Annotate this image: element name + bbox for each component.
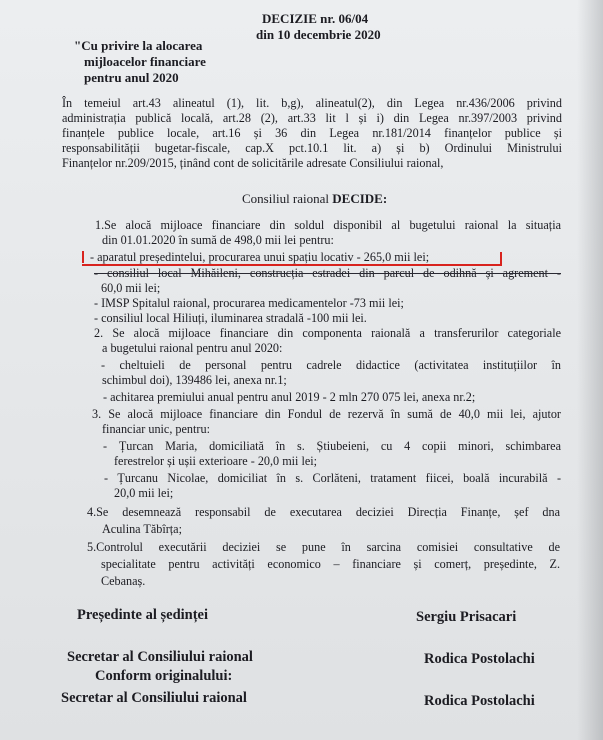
body-line: 3. Se alocă mijloace financiare din Fondul de rezervă în sumă de 40,0 mii lei, ajutor xyxy=(92,407,561,421)
preamble-line: Finanțelor nr.209/2015, ținând cont de solicitările adresate Consiliului raional, xyxy=(62,156,444,170)
decision-number: DECIZIE nr. 06/04 xyxy=(262,11,369,26)
secretary-label: Secretar al Consiliului raional xyxy=(67,649,253,665)
subject-line-2: mijloacelor financiare xyxy=(84,54,206,69)
conform-label: Conform originalului: xyxy=(95,668,233,684)
decision-date: din 10 decembrie 2020 xyxy=(256,27,381,42)
body-line: - achitarea premiului anual pentru anul 2019 - 2 mln 270 075 lei, anexa nr.2; xyxy=(103,390,476,404)
body-line: ferestrelor și ușii exterioare - 20,0 mii lei; xyxy=(114,454,318,468)
secretary-name: Rodica Postolachi xyxy=(424,651,535,667)
decides-heading: Consiliul raional DECIDE: xyxy=(242,191,388,206)
body-line: financiar unic, pentru: xyxy=(102,422,210,436)
body-line: 20,0 mii lei; xyxy=(114,486,174,500)
page-edge-shadow xyxy=(577,0,603,740)
body-line: 5.Controlul executării deciziei se pune în sarcina comisiei consultative de xyxy=(87,540,560,554)
red-underline-mark xyxy=(500,252,502,265)
subject-line-3: pentru anul 2020 xyxy=(84,70,179,85)
body-line-highlighted: - aparatul președintelui, procurarea unui spațiu locativ - 265,0 mii lei; xyxy=(90,250,430,264)
preamble-line: finanțele publice locale, art.16 și 36 din Legea nr.181/2014 finanțelor publice și xyxy=(62,126,562,140)
preamble-line: administrația publică locală, art.28 (2), art.33 lit l și i) din Legea nr.397/2003 privind xyxy=(62,111,562,125)
body-line: - consiliul local Hiliuți, iluminarea stradală -100 mii lei. xyxy=(94,311,367,325)
preamble-line: În temeiul art.43 alineatul (1), lit. b,g), alineatul(2), din Legea nr.436/2006 privind xyxy=(62,96,562,110)
body-line: - Țurcan Maria, domiciliată în s. Știubeieni, cu 4 copii minori, schimbarea xyxy=(103,439,561,453)
body-line: - cheltuieli de personal pentru cadrele didactice (activitatea instituțiilor în xyxy=(101,358,561,372)
body-line: - Țurcanu Nicolae, domiciliat în s. Corlăteni, tratament fiicei, boală incurabilă - xyxy=(104,471,561,485)
body-line: 4.Se desemnează responsabil de executarea deciziei Direcția Finanțe, șef dna xyxy=(87,505,560,519)
body-line: Cebanaș. xyxy=(101,574,146,588)
body-line: Aculina Tăbîrța; xyxy=(102,522,182,536)
body-line-struck: - consiliul local Mihăileni, construcția estradei din parcul de odihnă și agrement - xyxy=(94,266,561,280)
red-underline-mark xyxy=(82,251,84,263)
secretary2-name: Rodica Postolachi xyxy=(424,693,535,709)
body-line: din 01.01.2020 în sumă de 498,0 mii lei pentru: xyxy=(102,233,334,247)
secretary2-label: Secretar al Consiliului raional xyxy=(61,690,247,706)
body-line: - IMSP Spitalul raional, procurarea medicamentelor -73 mii lei; xyxy=(94,296,404,310)
body-line: a bugetului raional pentru anul 2020: xyxy=(102,341,283,355)
body-line: 60,0 mii lei; xyxy=(101,281,161,295)
body-line: 2. Se alocă mijloace financiare din componenta raională a transferurilor categoriale xyxy=(94,326,561,340)
preamble-line: responsabilității bugetar-fiscale, cap.X pct.10.1 lit. a) și b) Ordinului Ministrului xyxy=(62,141,562,155)
subject-line-1: "Cu privire la alocarea xyxy=(74,38,203,53)
chair-name: Sergiu Prisacari xyxy=(416,609,517,625)
chair-label: Președinte al ședinței xyxy=(77,607,209,623)
body-line: specialitate pentru activități economico – financiare și comerț, președinte, Z. xyxy=(101,557,560,571)
body-line: 1.Se alocă mijloace financiare din soldul disponibil al bugetului raional la situația xyxy=(95,218,561,232)
body-line: schimbul doi), 139486 lei, anexa nr.1; xyxy=(102,373,287,387)
